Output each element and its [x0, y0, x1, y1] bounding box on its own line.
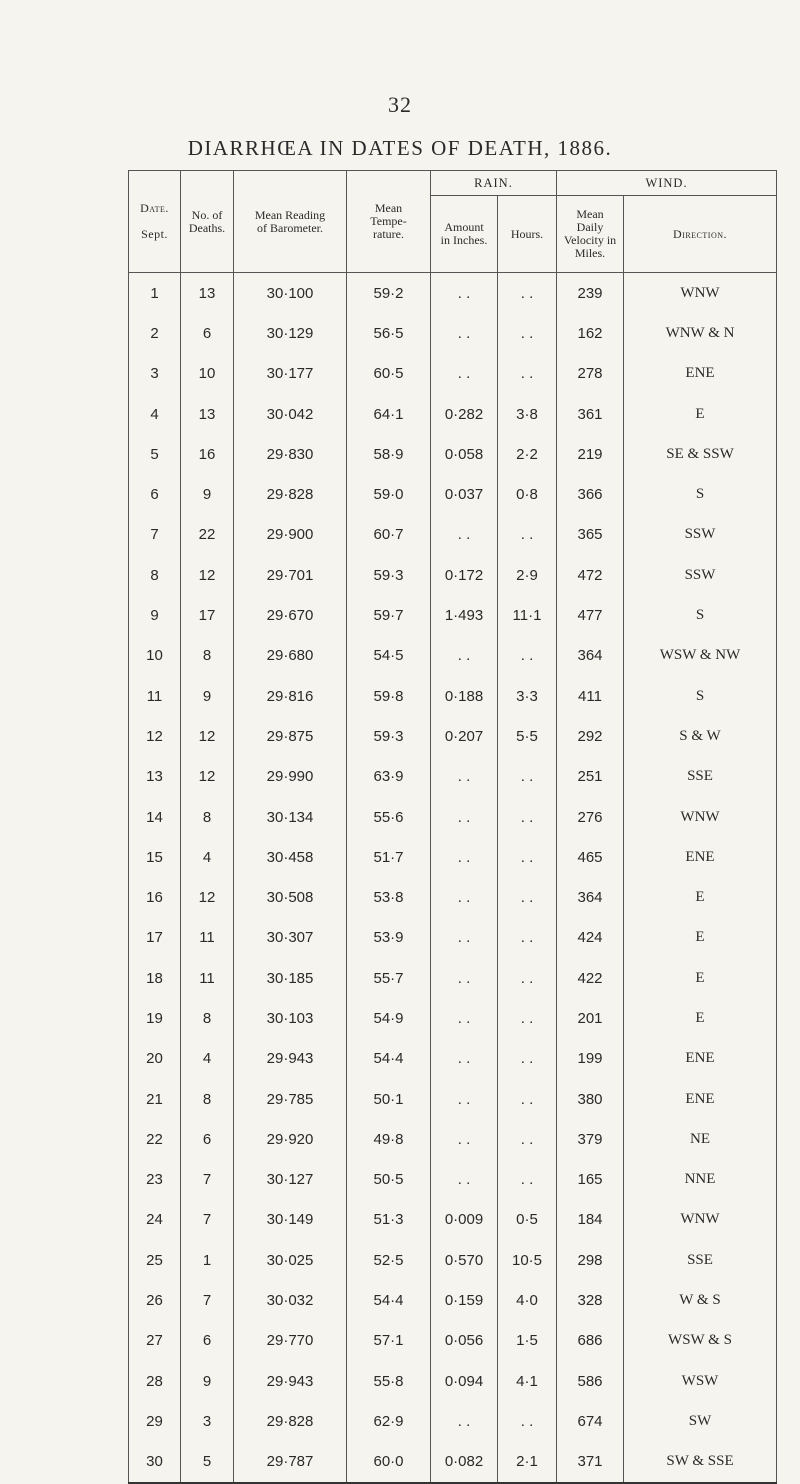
- table-row: [129, 313, 777, 353]
- cell-temperature: 59·3: [347, 716, 431, 756]
- cell-rain-amount: . .: [431, 1401, 498, 1441]
- cell-rain-hours: . .: [498, 757, 557, 797]
- cell-date: 8: [129, 555, 181, 595]
- cell-date: 29: [129, 1401, 181, 1441]
- cell-wind-direction: ENE: [685, 848, 715, 865]
- table-row: [129, 958, 777, 998]
- cell-rain-hours: . .: [498, 1119, 557, 1159]
- cell-date: 14: [129, 797, 181, 837]
- cell-barometer: 30·177: [234, 354, 347, 394]
- cell-wind-velocity: 465: [557, 837, 624, 877]
- cell-temperature: 55·7: [347, 958, 431, 998]
- cell-wind-velocity: 251: [557, 757, 624, 797]
- cell-deaths: 7: [181, 1200, 234, 1240]
- cell-date: 26: [129, 1280, 181, 1320]
- cell-rain-amount: 0·172: [431, 555, 498, 595]
- cell-wind-velocity: 292: [557, 716, 624, 756]
- cell-temperature: 50·1: [347, 1079, 431, 1119]
- table-row: [129, 837, 777, 877]
- table-row: [129, 636, 777, 676]
- table-row: [129, 676, 777, 716]
- cell-date: 23: [129, 1160, 181, 1200]
- cell-date: 16: [129, 877, 181, 917]
- cell-deaths: 4: [181, 837, 234, 877]
- cell-barometer: 30·042: [234, 394, 347, 434]
- cell-temperature: 60·0: [347, 1442, 431, 1483]
- cell-deaths: 13: [181, 273, 234, 314]
- cell-rain-hours: . .: [498, 1160, 557, 1200]
- page-title: DIARRHŒA IN DATES OF DEATH, 1886.: [187, 136, 613, 160]
- cell-temperature: 58·9: [347, 434, 431, 474]
- cell-date: 10: [129, 636, 181, 676]
- cell-date: 21: [129, 1079, 181, 1119]
- cell-wind-velocity: 199: [557, 1039, 624, 1079]
- cell-wind-direction: WNW: [680, 284, 720, 301]
- table-row: [129, 1039, 777, 1079]
- cell-rain-hours: 2·2: [498, 434, 557, 474]
- table-row: [129, 797, 777, 837]
- cell-wind-direction: WNW: [680, 1211, 720, 1228]
- table-row: [129, 394, 777, 434]
- cell-date: 20: [129, 1039, 181, 1079]
- cell-rain-hours: . .: [498, 958, 557, 998]
- cell-rain-amount: 0·159: [431, 1280, 498, 1320]
- cell-wind-velocity: 472: [557, 555, 624, 595]
- cell-barometer: 30·185: [234, 958, 347, 998]
- cell-wind-direction: WSW & S: [668, 1332, 732, 1349]
- cell-date: 2: [129, 313, 181, 353]
- header-deaths: No. of Deaths.: [181, 171, 234, 273]
- cell-wind-velocity: 380: [557, 1079, 624, 1119]
- header-rain-hours: Hours.: [498, 196, 557, 273]
- cell-rain-amount: 0·570: [431, 1240, 498, 1280]
- cell-temperature: 62·9: [347, 1401, 431, 1441]
- cell-wind-velocity: 674: [557, 1401, 624, 1441]
- cell-deaths: 11: [181, 958, 234, 998]
- cell-rain-amount: . .: [431, 1079, 498, 1119]
- table-row: [129, 434, 777, 474]
- table-row: [129, 918, 777, 958]
- cell-temperature: 54·5: [347, 636, 431, 676]
- cell-date: 6: [129, 474, 181, 514]
- table-row: [129, 1240, 777, 1280]
- cell-wind-velocity: 586: [557, 1361, 624, 1401]
- cell-rain-amount: . .: [431, 1119, 498, 1159]
- cell-barometer: 30·458: [234, 837, 347, 877]
- cell-temperature: 53·9: [347, 918, 431, 958]
- table-row: [129, 1442, 777, 1483]
- cell-date: 28: [129, 1361, 181, 1401]
- cell-deaths: 6: [181, 313, 234, 353]
- cell-temperature: 60·7: [347, 515, 431, 555]
- cell-temperature: 50·5: [347, 1160, 431, 1200]
- cell-wind-direction: E: [695, 969, 705, 986]
- table-row: [129, 1361, 777, 1401]
- cell-rain-hours: 0·8: [498, 474, 557, 514]
- cell-temperature: 63·9: [347, 757, 431, 797]
- cell-deaths: 9: [181, 676, 234, 716]
- cell-rain-hours: . .: [498, 1079, 557, 1119]
- cell-date: 4: [129, 394, 181, 434]
- cell-temperature: 52·5: [347, 1240, 431, 1280]
- cell-barometer: 29·875: [234, 716, 347, 756]
- cell-rain-hours: . .: [498, 313, 557, 353]
- diarrhoea-weather-table: [128, 170, 777, 1484]
- cell-wind-velocity: 219: [557, 434, 624, 474]
- cell-wind-direction: NE: [690, 1130, 710, 1147]
- table-row: [129, 1079, 777, 1119]
- table-row: [129, 555, 777, 595]
- cell-deaths: 12: [181, 877, 234, 917]
- cell-temperature: 56·5: [347, 313, 431, 353]
- cell-barometer: 29·680: [234, 636, 347, 676]
- cell-wind-direction: SW: [688, 1412, 712, 1429]
- cell-wind-direction: ENE: [685, 365, 715, 382]
- cell-wind-direction: E: [695, 929, 705, 946]
- cell-temperature: 55·6: [347, 797, 431, 837]
- cell-rain-amount: 0·037: [431, 474, 498, 514]
- cell-barometer: 30·307: [234, 918, 347, 958]
- cell-temperature: 53·8: [347, 877, 431, 917]
- cell-wind-direction: S: [695, 607, 705, 624]
- cell-rain-hours: 2·1: [498, 1442, 557, 1483]
- cell-rain-amount: . .: [431, 1160, 498, 1200]
- cell-wind-direction: WNW: [680, 808, 720, 825]
- cell-barometer: 30·149: [234, 1200, 347, 1240]
- cell-wind-velocity: 162: [557, 313, 624, 353]
- table-body: [129, 273, 777, 1483]
- cell-temperature: 54·4: [347, 1039, 431, 1079]
- cell-temperature: 64·1: [347, 394, 431, 434]
- cell-date: 24: [129, 1200, 181, 1240]
- cell-rain-amount: . .: [431, 354, 498, 394]
- cell-barometer: 29·828: [234, 1401, 347, 1441]
- cell-barometer: 30·508: [234, 877, 347, 917]
- cell-deaths: 22: [181, 515, 234, 555]
- cell-wind-direction: SSE: [687, 768, 713, 785]
- cell-rain-hours: . .: [498, 998, 557, 1038]
- cell-deaths: 8: [181, 1079, 234, 1119]
- cell-temperature: 57·1: [347, 1321, 431, 1361]
- cell-deaths: 12: [181, 757, 234, 797]
- header-wind-direction: Direction.: [624, 196, 777, 273]
- cell-rain-amount: 0·056: [431, 1321, 498, 1361]
- cell-deaths: 12: [181, 716, 234, 756]
- cell-wind-velocity: 424: [557, 918, 624, 958]
- cell-date: 30: [129, 1442, 181, 1483]
- cell-date: 11: [129, 676, 181, 716]
- cell-deaths: 5: [181, 1442, 234, 1483]
- cell-rain-hours: 3·8: [498, 394, 557, 434]
- cell-rain-hours: 2·9: [498, 555, 557, 595]
- cell-wind-velocity: 364: [557, 877, 624, 917]
- cell-wind-direction: SW & SSE: [624, 1442, 777, 1483]
- table-row: [129, 515, 777, 555]
- cell-barometer: 29·785: [234, 1079, 347, 1119]
- cell-wind-velocity: 239: [557, 273, 624, 314]
- cell-date: 17: [129, 918, 181, 958]
- cell-deaths: 7: [181, 1280, 234, 1320]
- cell-deaths: 1: [181, 1240, 234, 1280]
- cell-barometer: 29·816: [234, 676, 347, 716]
- cell-temperature: 59·7: [347, 595, 431, 635]
- table-row: [129, 354, 777, 394]
- cell-barometer: 29·787: [234, 1442, 347, 1483]
- header-wind-velocity: Mean Daily Velocity in Miles.: [557, 196, 624, 273]
- cell-wind-direction: SSW: [684, 566, 716, 583]
- cell-rain-hours: . .: [498, 1401, 557, 1441]
- cell-deaths: 8: [181, 636, 234, 676]
- cell-date: 5: [129, 434, 181, 474]
- cell-barometer: 30·129: [234, 313, 347, 353]
- cell-rain-hours: 10·5: [498, 1240, 557, 1280]
- cell-wind-direction: WSW & NW: [659, 647, 741, 664]
- cell-rain-amount: . .: [431, 877, 498, 917]
- cell-date: 25: [129, 1240, 181, 1280]
- cell-wind-velocity: 361: [557, 394, 624, 434]
- header-barometer: Mean Reading of Barometer.: [234, 171, 347, 273]
- cell-wind-direction: SSE: [687, 1251, 713, 1268]
- cell-barometer: 29·920: [234, 1119, 347, 1159]
- cell-wind-velocity: 184: [557, 1200, 624, 1240]
- cell-rain-amount: 0·082: [431, 1442, 498, 1483]
- header-rain-amount: Amount in Inches.: [431, 196, 498, 273]
- cell-barometer: 30·127: [234, 1160, 347, 1200]
- cell-deaths: 16: [181, 434, 234, 474]
- cell-rain-amount: 0·009: [431, 1200, 498, 1240]
- cell-deaths: 7: [181, 1160, 234, 1200]
- cell-barometer: 29·943: [234, 1361, 347, 1401]
- cell-date: 7: [129, 515, 181, 555]
- cell-wind-velocity: 365: [557, 515, 624, 555]
- cell-rain-amount: . .: [431, 797, 498, 837]
- cell-wind-velocity: 328: [557, 1280, 624, 1320]
- cell-wind-direction: SE & SSW: [666, 445, 734, 462]
- cell-rain-hours: . .: [498, 797, 557, 837]
- cell-rain-hours: 5·5: [498, 716, 557, 756]
- cell-rain-amount: 0·207: [431, 716, 498, 756]
- cell-rain-hours: . .: [498, 918, 557, 958]
- cell-wind-direction: S: [695, 687, 705, 704]
- cell-barometer: 30·032: [234, 1280, 347, 1320]
- cell-deaths: 8: [181, 998, 234, 1038]
- cell-wind-direction: WSW: [681, 1372, 719, 1389]
- table-row: [129, 757, 777, 797]
- cell-rain-hours: 4·1: [498, 1361, 557, 1401]
- header-temperature: Mean Tempe- rature.: [347, 171, 431, 273]
- table-row: [129, 1200, 777, 1240]
- cell-deaths: 13: [181, 394, 234, 434]
- cell-wind-velocity: 371: [557, 1442, 624, 1483]
- cell-rain-hours: 1·5: [498, 1321, 557, 1361]
- cell-rain-amount: 0·282: [431, 394, 498, 434]
- cell-rain-hours: . .: [498, 273, 557, 314]
- cell-rain-hours: . .: [498, 354, 557, 394]
- cell-deaths: 6: [181, 1321, 234, 1361]
- cell-wind-velocity: 686: [557, 1321, 624, 1361]
- header-rain-group: RAIN.: [431, 171, 557, 196]
- cell-wind-velocity: 165: [557, 1160, 624, 1200]
- cell-deaths: 9: [181, 474, 234, 514]
- cell-deaths: 11: [181, 918, 234, 958]
- cell-wind-velocity: 411: [557, 676, 624, 716]
- cell-barometer: 29·770: [234, 1321, 347, 1361]
- cell-wind-velocity: 201: [557, 998, 624, 1038]
- cell-rain-amount: . .: [431, 837, 498, 877]
- cell-temperature: 60·5: [347, 354, 431, 394]
- cell-date: 1: [129, 273, 181, 314]
- cell-rain-hours: . .: [498, 636, 557, 676]
- cell-rain-amount: . .: [431, 515, 498, 555]
- cell-deaths: 4: [181, 1039, 234, 1079]
- cell-wind-velocity: 422: [557, 958, 624, 998]
- cell-wind-direction: ENE: [685, 1050, 715, 1067]
- cell-wind-direction: E: [695, 1009, 705, 1026]
- cell-date: 27: [129, 1321, 181, 1361]
- cell-wind-velocity: 298: [557, 1240, 624, 1280]
- header-date: [129, 171, 181, 273]
- cell-barometer: 29·701: [234, 555, 347, 595]
- cell-wind-direction: W & S: [679, 1292, 721, 1309]
- cell-date: 3: [129, 354, 181, 394]
- cell-deaths: 10: [181, 354, 234, 394]
- header-date-label: Date.: [140, 201, 169, 215]
- cell-deaths: 9: [181, 1361, 234, 1401]
- cell-rain-amount: . .: [431, 757, 498, 797]
- cell-deaths: 6: [181, 1119, 234, 1159]
- cell-rain-hours: . .: [498, 837, 557, 877]
- header-date-sub: Sept.: [141, 227, 168, 241]
- table-row: [129, 1321, 777, 1361]
- cell-wind-direction: E: [695, 405, 705, 422]
- cell-date: 15: [129, 837, 181, 877]
- cell-temperature: 54·9: [347, 998, 431, 1038]
- table-row: [129, 1401, 777, 1441]
- cell-wind-direction: E: [695, 889, 705, 906]
- page-number: 32: [388, 92, 412, 117]
- table-row: [129, 998, 777, 1038]
- cell-rain-amount: . .: [431, 636, 498, 676]
- cell-wind-direction: S & W: [679, 727, 721, 744]
- cell-barometer: 29·943: [234, 1039, 347, 1079]
- table-row: [129, 716, 777, 756]
- cell-temperature: 51·7: [347, 837, 431, 877]
- cell-deaths: 12: [181, 555, 234, 595]
- cell-temperature: 55·8: [347, 1361, 431, 1401]
- cell-rain-hours: . .: [498, 877, 557, 917]
- cell-barometer: 29·990: [234, 757, 347, 797]
- cell-barometer: 30·100: [234, 273, 347, 314]
- cell-barometer: 29·830: [234, 434, 347, 474]
- cell-wind-direction: SSW: [684, 526, 716, 543]
- cell-date: 18: [129, 958, 181, 998]
- cell-wind-direction: NNE: [684, 1171, 716, 1188]
- cell-wind-velocity: 364: [557, 636, 624, 676]
- cell-rain-hours: 4·0: [498, 1280, 557, 1320]
- cell-date: 22: [129, 1119, 181, 1159]
- cell-date: 9: [129, 595, 181, 635]
- cell-temperature: 49·8: [347, 1119, 431, 1159]
- cell-temperature: 59·3: [347, 555, 431, 595]
- cell-barometer: 29·900: [234, 515, 347, 555]
- cell-rain-amount: . .: [431, 313, 498, 353]
- cell-barometer: 29·670: [234, 595, 347, 635]
- table-row: [129, 474, 777, 514]
- cell-barometer: 30·103: [234, 998, 347, 1038]
- cell-wind-velocity: 366: [557, 474, 624, 514]
- cell-deaths: 8: [181, 797, 234, 837]
- cell-wind-velocity: 276: [557, 797, 624, 837]
- cell-deaths: 3: [181, 1401, 234, 1441]
- table-row: [129, 595, 777, 635]
- cell-temperature: 54·4: [347, 1280, 431, 1320]
- table-row: [129, 1160, 777, 1200]
- cell-temperature: 59·8: [347, 676, 431, 716]
- cell-rain-hours: 3·3: [498, 676, 557, 716]
- cell-rain-amount: 0·188: [431, 676, 498, 716]
- cell-date: 19: [129, 998, 181, 1038]
- cell-barometer: 29·828: [234, 474, 347, 514]
- cell-temperature: 51·3: [347, 1200, 431, 1240]
- cell-barometer: 30·025: [234, 1240, 347, 1280]
- cell-rain-amount: . .: [431, 958, 498, 998]
- cell-rain-hours: . .: [498, 1039, 557, 1079]
- cell-wind-direction: ENE: [685, 1090, 715, 1107]
- cell-temperature: 59·2: [347, 273, 431, 314]
- cell-wind-velocity: 379: [557, 1119, 624, 1159]
- cell-rain-amount: . .: [431, 918, 498, 958]
- cell-date: 13: [129, 757, 181, 797]
- cell-temperature: 59·0: [347, 474, 431, 514]
- table-row: [129, 877, 777, 917]
- cell-rain-hours: 0·5: [498, 1200, 557, 1240]
- cell-rain-amount: . .: [431, 1039, 498, 1079]
- cell-wind-velocity: 477: [557, 595, 624, 635]
- cell-rain-hours: . .: [498, 515, 557, 555]
- cell-rain-amount: . .: [431, 273, 498, 314]
- cell-rain-amount: 0·058: [431, 434, 498, 474]
- cell-barometer: 30·134: [234, 797, 347, 837]
- cell-deaths: 17: [181, 595, 234, 635]
- cell-wind-velocity: 278: [557, 354, 624, 394]
- cell-rain-amount: 0·094: [431, 1361, 498, 1401]
- table-row: [129, 1280, 777, 1320]
- cell-wind-direction: S: [695, 486, 705, 503]
- table-row: [129, 273, 777, 314]
- cell-rain-amount: . .: [431, 998, 498, 1038]
- header-wind-group: WIND.: [557, 171, 777, 196]
- table-row: [129, 1119, 777, 1159]
- cell-rain-hours: 11·1: [498, 595, 557, 635]
- cell-rain-amount: 1·493: [431, 595, 498, 635]
- cell-wind-direction: WNW & N: [665, 324, 735, 341]
- cell-date: 12: [129, 716, 181, 756]
